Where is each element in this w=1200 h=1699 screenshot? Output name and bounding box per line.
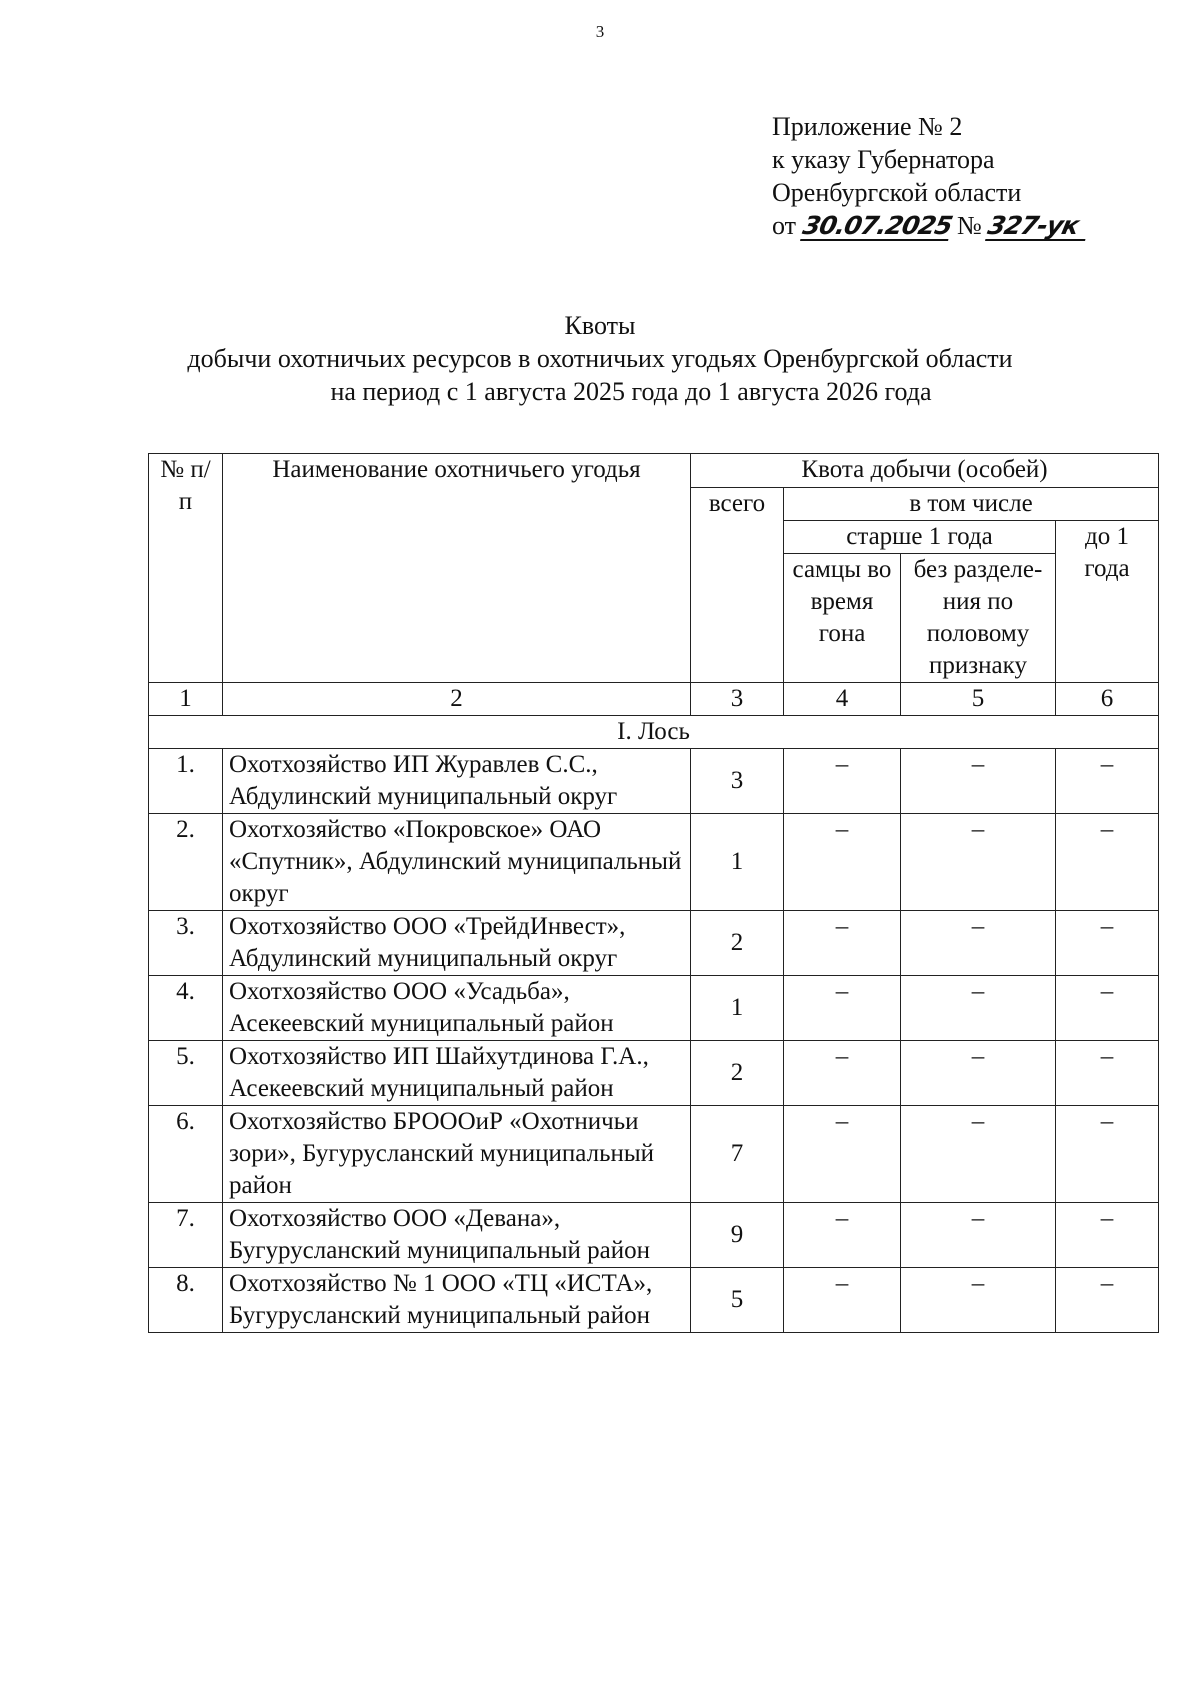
row-under: – bbox=[1056, 1041, 1159, 1106]
row-total: 2 bbox=[691, 911, 784, 976]
header-nosex: без разделе-ния по половому признаку bbox=[901, 554, 1056, 683]
header-row-1 bbox=[149, 454, 1159, 488]
title-line-2: добычи охотничьих ресурсов в охотничьих угодьях Оренбургской области bbox=[187, 344, 1013, 373]
header-under: до 1 года bbox=[1056, 521, 1159, 683]
col-number: 4 bbox=[784, 683, 901, 716]
row-total: 1 bbox=[691, 814, 784, 911]
col-number: 1 bbox=[149, 683, 223, 716]
row-nosex: – bbox=[901, 749, 1056, 814]
col-number: 3 bbox=[691, 683, 784, 716]
row-total: 1 bbox=[691, 976, 784, 1041]
row-name: Охотхозяйство БРОООиР «Охотничьи зори», Бугурусланский муниципальный район bbox=[223, 1106, 691, 1203]
handwritten-number: 327-ук bbox=[985, 213, 1091, 241]
header-quota: Квота добычи (особей) bbox=[691, 454, 1159, 488]
row-total: 7 bbox=[691, 1106, 784, 1203]
row-num: 4. bbox=[149, 976, 223, 1041]
row-num: 1. bbox=[149, 749, 223, 814]
row-total: 5 bbox=[691, 1268, 784, 1333]
appendix-line-2: к указу Губернатора bbox=[772, 145, 995, 174]
table-row bbox=[149, 749, 1159, 814]
row-name: Охотхозяйство ООО «ТрейдИнвест», Абдулинский муниципальный округ bbox=[223, 911, 691, 976]
page-number: 3 bbox=[595, 22, 605, 41]
row-males: – bbox=[784, 976, 901, 1041]
table-row bbox=[149, 814, 1159, 911]
row-total: 2 bbox=[691, 1041, 784, 1106]
row-nosex: – bbox=[901, 1203, 1056, 1268]
row-total: 3 bbox=[691, 749, 784, 814]
header-total: всего bbox=[691, 488, 784, 683]
row-total: 9 bbox=[691, 1203, 784, 1268]
appendix-date-line bbox=[772, 209, 1088, 242]
row-num: 8. bbox=[149, 1268, 223, 1333]
row-num: 5. bbox=[149, 1041, 223, 1106]
handwritten-date: 30.07.2025 bbox=[799, 211, 955, 240]
row-num: 6. bbox=[149, 1106, 223, 1203]
row-nosex: – bbox=[901, 976, 1056, 1041]
table-row bbox=[149, 1041, 1159, 1106]
row-nosex: – bbox=[901, 814, 1056, 911]
row-males: – bbox=[784, 749, 901, 814]
header-older: старше 1 года bbox=[784, 521, 1056, 554]
row-name: Охотхозяйство ИП Шайхутдинова Г.А., Асекеевский муниципальный район bbox=[223, 1041, 691, 1106]
row-nosex: – bbox=[901, 911, 1056, 976]
row-name: Охотхозяйство ООО «Усадьба», Асекеевский муниципальный район bbox=[223, 976, 691, 1041]
appendix-line-1: Приложение № 2 bbox=[772, 112, 963, 141]
row-num: 3. bbox=[149, 911, 223, 976]
row-males: – bbox=[784, 1203, 901, 1268]
row-males: – bbox=[784, 911, 901, 976]
header-name: Наименование охотничьего угодья bbox=[223, 454, 691, 683]
quota-table bbox=[148, 453, 1159, 1333]
row-under: – bbox=[1056, 814, 1159, 911]
row-name: Охотхозяйство ИП Журавлев С.С., Абдулинский муниципальный округ bbox=[223, 749, 691, 814]
header-num: № п/п bbox=[149, 454, 223, 683]
section-title: I. Лось bbox=[149, 716, 1159, 749]
row-nosex: – bbox=[901, 1106, 1056, 1203]
document-title bbox=[0, 309, 1200, 408]
row-num: 2. bbox=[149, 814, 223, 911]
row-name: Охотхозяйство ООО «Девана», Бугурусланский муниципальный район bbox=[223, 1203, 691, 1268]
row-under: – bbox=[1056, 1268, 1159, 1333]
row-nosex: – bbox=[901, 1041, 1056, 1106]
title-line-1: Квоты bbox=[564, 311, 636, 340]
table-row bbox=[149, 1203, 1159, 1268]
row-under: – bbox=[1056, 976, 1159, 1041]
row-under: – bbox=[1056, 1203, 1159, 1268]
appendix-line-3: Оренбургской области bbox=[772, 178, 1022, 207]
col-number: 6 bbox=[1056, 683, 1159, 716]
row-males: – bbox=[784, 1268, 901, 1333]
row-males: – bbox=[784, 1041, 901, 1106]
row-under: – bbox=[1056, 911, 1159, 976]
row-num: 7. bbox=[149, 1203, 223, 1268]
table-row bbox=[149, 976, 1159, 1041]
header-including: в том числе bbox=[784, 488, 1159, 521]
row-males: – bbox=[784, 1106, 901, 1203]
header-males: самцы во время гона bbox=[784, 554, 901, 683]
row-name: Охотхозяйство «Покровское» ОАО «Спутник», Абдулинский муниципальный округ bbox=[223, 814, 691, 911]
table-row bbox=[149, 1268, 1159, 1333]
date-prefix: от bbox=[772, 211, 797, 240]
col-number: 5 bbox=[901, 683, 1056, 716]
row-nosex: – bbox=[901, 1268, 1056, 1333]
column-numbers-row bbox=[149, 683, 1159, 716]
row-name: Охотхозяйство № 1 ООО «ТЦ «ИСТА», Бугурусланский муниципальный район bbox=[223, 1268, 691, 1333]
row-under: – bbox=[1056, 1106, 1159, 1203]
section-row bbox=[149, 716, 1159, 749]
row-under: – bbox=[1056, 749, 1159, 814]
number-prefix: № bbox=[957, 211, 982, 240]
table-row bbox=[149, 911, 1159, 976]
table-row bbox=[149, 1106, 1159, 1203]
col-number: 2 bbox=[223, 683, 691, 716]
row-males: – bbox=[784, 814, 901, 911]
title-line-3: на период с 1 августа 2025 года до 1 августа 2026 года bbox=[330, 377, 932, 406]
appendix-block bbox=[772, 110, 1088, 242]
